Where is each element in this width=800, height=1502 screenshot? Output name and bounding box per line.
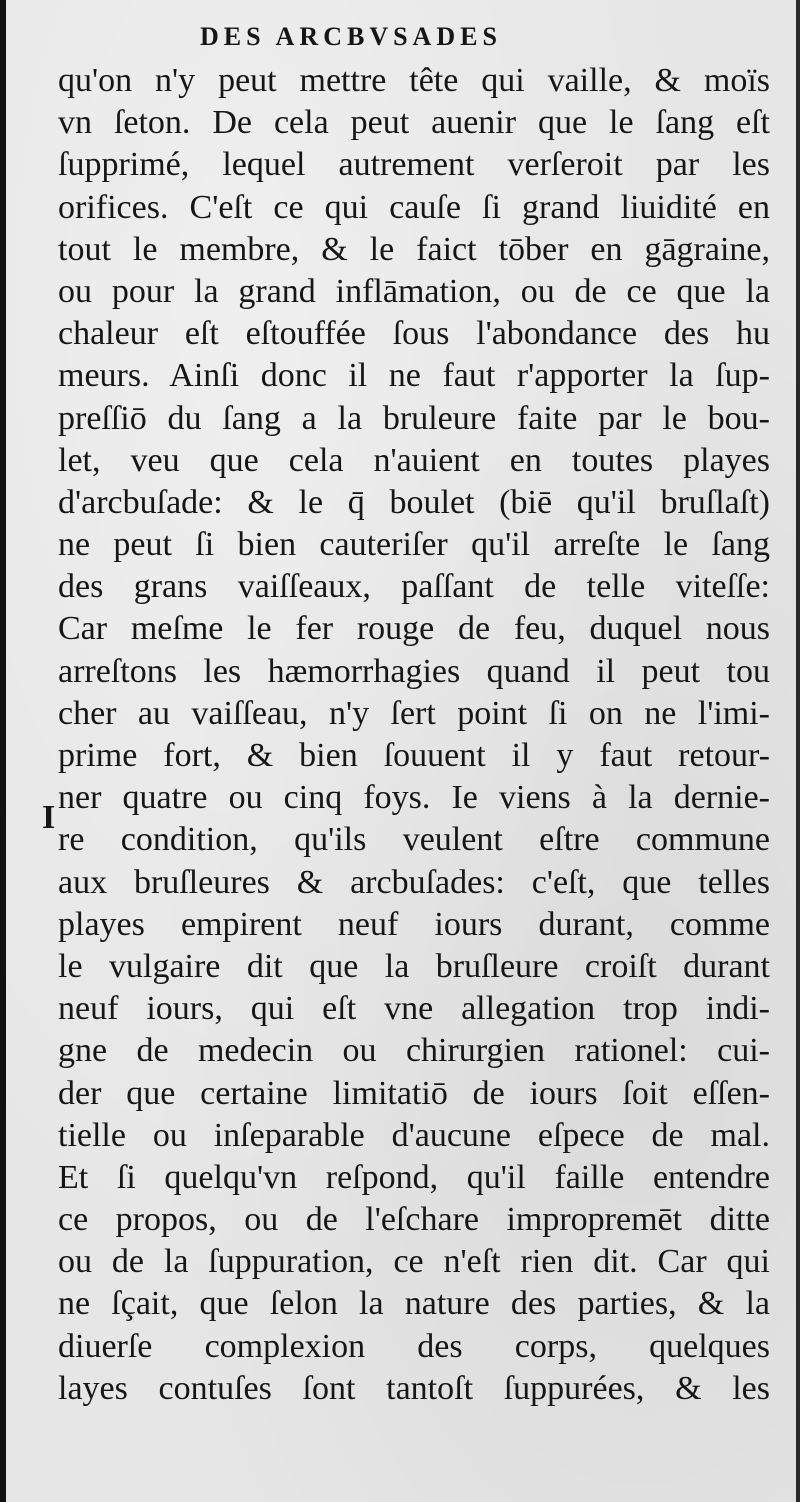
text-line: cher au vaiſſeau, n'y ſert point ſi on ne l'imi- <box>58 694 770 732</box>
text-line: neuf iours, qui eſt vne allegation trop indi- <box>58 990 770 1028</box>
text-line: tielle ou inſeparable d'aucune eſpece de mal. <box>58 1116 770 1154</box>
text-line: preſſiō du ſang a la bruleure faite par le bou- <box>58 399 770 437</box>
text-line: orifices. C'eſt ce qui cauſe ſi grand liuidité en <box>58 188 770 226</box>
text-line: chaleur eſt eſtouffée ſous l'abondance des hu <box>58 315 770 353</box>
text-line: ce propos, ou de l'eſchare impropremēt ditte <box>58 1201 770 1239</box>
page-right-edge <box>796 0 800 1502</box>
text-line: layes contuſes ſont tantoſt ſuppurées, & les <box>58 1369 770 1407</box>
text-line: gne de medecin ou chirurgien rationel: cui- <box>58 1032 770 1070</box>
text-line: aux bruſleures & arcbuſades: c'eſt, que telles <box>58 863 770 901</box>
text-line: Et ſi quelqu'vn reſpond, qu'il faille entendre <box>58 1158 770 1196</box>
text-line: ou de la ſuppuration, ce n'eſt rien dit. Car qui <box>58 1243 770 1281</box>
text-line: ſupprimé, lequel autrement verſeroit par les <box>58 146 770 184</box>
text-line: ne ſçait, que ſelon la nature des parties, & la <box>58 1285 770 1323</box>
margin-mark: I <box>42 799 56 836</box>
text-line: des grans vaiſſeaux, paſſant de telle viteſſe: <box>58 568 770 606</box>
text-line: ou pour la grand inflāmation, ou de ce que la <box>58 272 770 310</box>
text-line: vn ſeton. De cela peut auenir que le ſang eſt <box>58 104 770 142</box>
text-line: prime fort, & bien ſouuent il y faut retour- <box>58 737 770 774</box>
text-line: ner quatre ou cinq foys. Ie viens à la dernie- <box>58 779 770 817</box>
running-head: DES ARCBVSADES <box>200 22 502 51</box>
text-line: qu'on n'y peut mettre tête qui vaille, & moïs <box>58 62 770 99</box>
text-line: Car meſme le fer rouge de feu, duquel nous <box>58 610 770 648</box>
text-line: der que certaine limitatiō de iours ſoit eſſen- <box>58 1074 770 1112</box>
text-line: meurs. Ainſi donc il ne faut r'apporter la ſup- <box>58 357 770 395</box>
text-line: diuerſe complexion des corps, quelques <box>58 1327 770 1365</box>
text-line: tout le membre, & le faict tōber en gāgraine, <box>58 230 770 268</box>
text-line: le vulgaire dit que la bruſleure croiſt durant <box>58 947 770 985</box>
text-line: d'arcbuſade: & le q̄ boulet (biē qu'il bruſlaſt) <box>58 483 770 521</box>
text-line: ne peut ſi bien cauteriſer qu'il arreſte le ſang <box>58 526 770 564</box>
text-line: let, veu que cela n'auient en toutes playes <box>58 441 770 479</box>
text-line: re condition, qu'ils veulent eſtre commune <box>58 821 770 859</box>
body-text <box>58 60 770 1410</box>
text-line: playes empirent neuf iours durant, comme <box>58 905 770 943</box>
page-left-edge <box>0 0 6 1502</box>
text-line: arreſtons les hæmorrhagies quand il peut tou <box>58 652 770 690</box>
